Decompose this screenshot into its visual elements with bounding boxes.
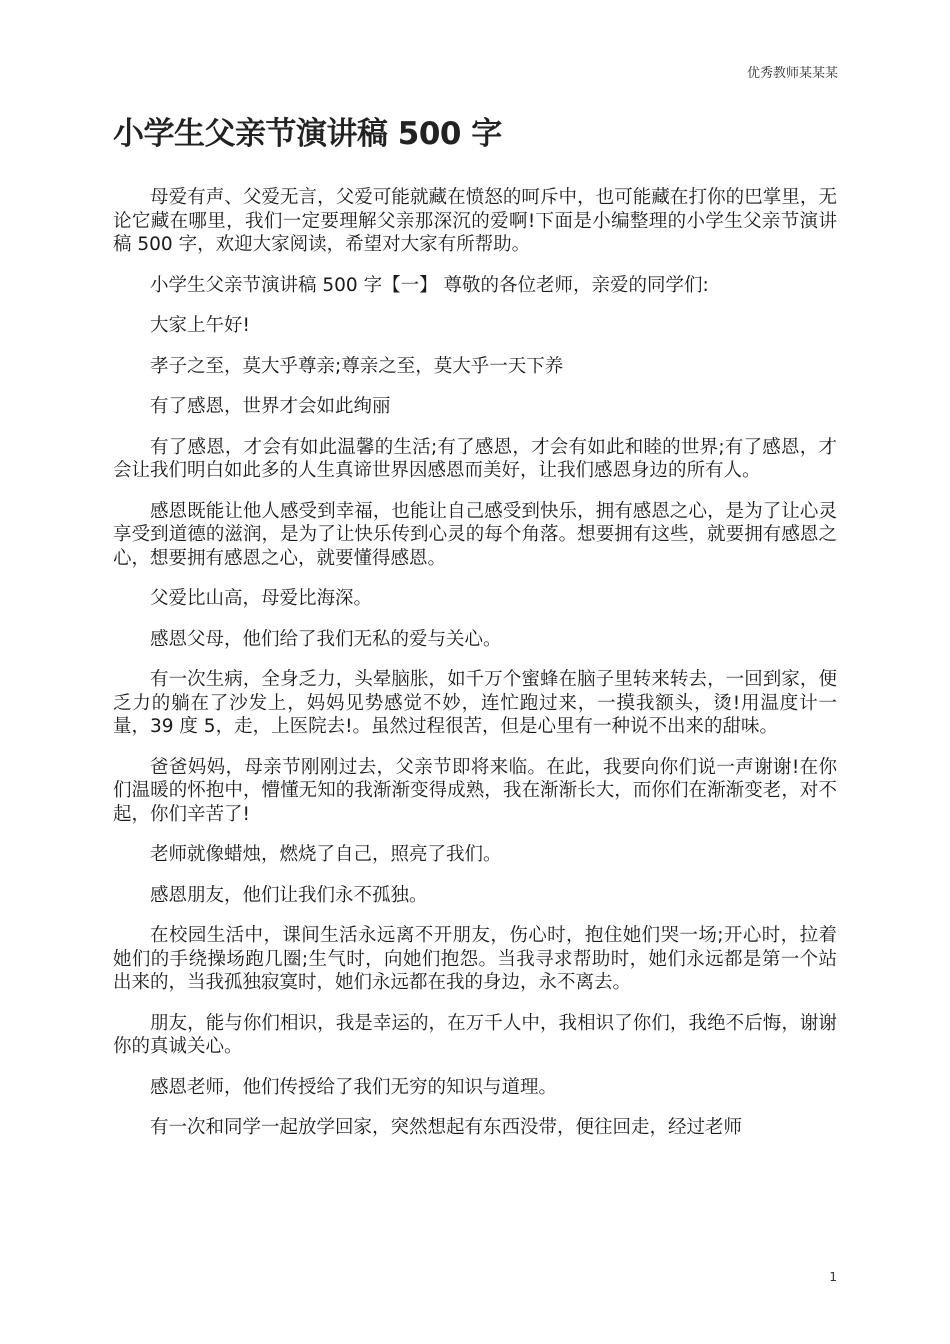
paragraph: 感恩既能让他人感受到幸福，也能让自己感受到快乐，拥有感恩之心，是为了让心灵享受到道德的滋润，是为了让快乐传到心灵的每个角落。想要拥有这些，就要拥有感恩之心，想要拥有感恩之心，就要懂得感恩。 bbox=[113, 500, 837, 569]
paragraph: 老师就像蜡烛，燃烧了自己，照亮了我们。 bbox=[150, 844, 502, 865]
paragraph: 爸爸妈妈，母亲节刚刚过去，父亲节即将来临。在此，我要向你们说一声谢谢!在你们温暖的怀抱中，懵懂无知的我渐渐变得成熟，我在渐渐长大，而你们在渐渐变老，对不起，你们辛苦了! bbox=[113, 756, 837, 825]
paragraph: 大家上午好! bbox=[150, 315, 250, 336]
paragraph: 朋友，能与你们相识，我是幸运的，在万千人中，我相识了你们，我绝不后悔，谢谢你的真诚关心。 bbox=[113, 1012, 837, 1057]
paragraph: 感恩朋友，他们让我们永不孤独。 bbox=[150, 884, 428, 906]
paragraph: 有一次生病，全身乏力，头晕脑胀，如千万个蜜蜂在脑子里转来转去，一回到家，便乏力的躺在了沙发上，妈妈见势感觉不妙，连忙跑过来，一摸我额头，烫!用温度计一量，39 度 5，走，上医院去!。虽然过程很苦，但是心里有一种说不出来的甜味。 bbox=[113, 669, 837, 737]
paragraph: 父爱比山高，母爱比海深。 bbox=[150, 588, 373, 609]
paragraph: 在校园生活中，课间生活永远离不开朋友，伤心时，抱住她们哭一场;开心时，拉着她们的手绕操场跑几圈;生气时，向她们抱怨。当我寻求帮助时，她们永远都是第一个站出来的，当我孤独寂寞时，她们永远都在我的身边，永不离去。 bbox=[113, 925, 837, 993]
paragraph: 小学生父亲节演讲稿 500 字【一】 尊敬的各位老师，亲爱的同学们: bbox=[150, 274, 709, 296]
paragraph: 有了感恩，世界才会如此绚丽 bbox=[150, 396, 391, 417]
paragraph: 孝子之至，莫大乎尊亲;尊亲之至，莫大乎一天下养 bbox=[150, 355, 564, 377]
page-header-author: 优秀教师某某某 bbox=[746, 66, 838, 81]
paragraph: 有一次和同学一起放学回家，突然想起有东西没带，便往回走，经过老师 bbox=[150, 1117, 743, 1138]
paragraph: 有了感恩，才会有如此温馨的生活;有了感恩，才会有如此和睦的世界;有了感恩，才会让我们明白如此多的人生真谛世界因感恩而美好，让我们感恩身边的所有人。 bbox=[113, 436, 837, 481]
page-number: 1 bbox=[829, 1270, 837, 1284]
paragraph: 感恩老师，他们传授给了我们无穷的知识与道理。 bbox=[150, 1076, 558, 1098]
paragraph: 母爱有声、父爱无言，父爱可能就藏在愤怒的呵斥中，也可能藏在打你的巴掌里，无论它藏在哪里，我们一定要理解父亲那深沉的爱啊!下面是小编整理的小学生父亲节演讲稿 500 字，欢迎大家阅读，希望对大家有所帮助。 bbox=[113, 187, 837, 255]
document-title: 小学生父亲节演讲稿 500 字 bbox=[113, 116, 502, 152]
paragraph: 感恩父母，他们给了我们无私的爱与关心。 bbox=[150, 628, 502, 650]
document-body bbox=[113, 186, 837, 1157]
